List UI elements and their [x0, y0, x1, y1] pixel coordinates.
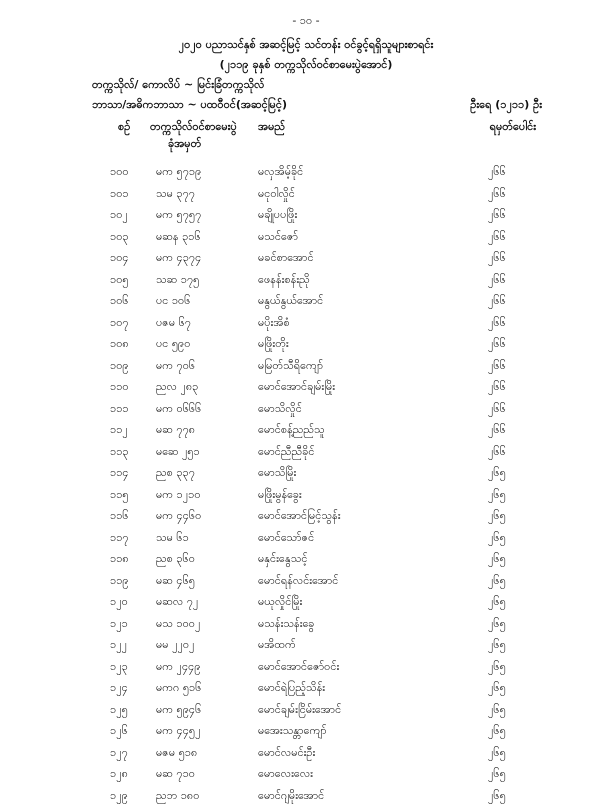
table-row — [0, 574, 612, 596]
row-score: ၂၆၆ — [488, 294, 506, 310]
row-score: ၂၆၆ — [488, 423, 506, 439]
row-name: မောင်သော်ဇင် — [258, 531, 314, 547]
row-name: မဖြိုးတိုး — [258, 337, 289, 353]
row-score: ၂၆၆ — [488, 359, 506, 375]
table-row — [0, 746, 612, 768]
row-reg-number: ပင ၁၀၆ — [156, 294, 190, 310]
row-score: ၂၆၆ — [488, 251, 506, 267]
row-name: မပိုးအိစံ — [258, 316, 290, 332]
row-number: ၁၂၉ — [110, 789, 128, 805]
row-score: ၂၆၆ — [488, 337, 506, 353]
row-name: မောင်အောင်ချမ်းမြိုး — [258, 380, 335, 396]
row-number: ၁၀၉ — [110, 359, 129, 375]
row-reg-number: မဆလ ၇၂ — [156, 595, 198, 611]
row-name: မအိထက် — [258, 638, 296, 654]
row-number: ၁၁၁ — [110, 402, 129, 418]
table-row — [0, 273, 612, 295]
row-reg-number: သဆ ၁၇၅ — [156, 273, 199, 289]
row-reg-number: မက ၄၄၆၀ — [156, 509, 201, 525]
table-row — [0, 488, 612, 510]
row-reg-number: ညလ ၂၈၃ — [156, 380, 198, 396]
row-reg-number: မသ ၁၀၀၂ — [156, 617, 200, 633]
row-name: မောင်ညီညီခိုင် — [258, 445, 314, 461]
row-score: ၂၆၅ — [488, 617, 506, 633]
row-name: မောင်အောင်မြင့်သွန်း — [258, 509, 341, 525]
row-number: ၁၂၃ — [110, 660, 128, 676]
row-name: မယုလှိုင်မြိုး — [258, 595, 302, 611]
row-name: မောင်ဂျမိုးအောင် — [258, 789, 324, 805]
row-name: မဖြိုးမွန်ခွေး — [258, 488, 302, 504]
row-number: ၁၂၀ — [110, 595, 128, 611]
column-header-name: အမည် — [258, 120, 285, 136]
column-header-reg: တက္ကသိုလ်ဝင်စာမေးပွဲ — [150, 120, 237, 136]
row-name: မငုဝါလှိုင် — [258, 187, 295, 203]
row-reg-number: ပင ၅၉၀ — [156, 337, 190, 353]
row-reg-number: မဆန ၃၁၆ — [156, 230, 201, 246]
row-reg-number: မက ၄၃၇၄ — [156, 251, 201, 267]
row-number: ၁၂၂ — [110, 638, 127, 654]
row-reg-number: မဆ ၇၇၈ — [156, 423, 195, 439]
row-score: ၂၆၅ — [488, 746, 506, 762]
row-number: ၁၁၇ — [110, 531, 129, 547]
row-name: မောင်အောင်ဇော်ဝင်း — [258, 660, 339, 676]
row-name: မသင်ဇော် — [258, 230, 298, 246]
row-name: မသန်းသန်းခွေ — [258, 617, 314, 633]
row-number: ၁၂၇ — [110, 746, 128, 762]
row-number: ၁၁၈ — [110, 552, 129, 568]
row-score: ၂၆၅ — [488, 509, 506, 525]
subject-label: ဘာသာ/အဓိကဘာသာ ~ ပထဝီဝင်(အဆင့်မြင့်) — [92, 98, 287, 114]
table-row — [0, 767, 612, 789]
row-score: ၂၆၆ — [488, 316, 506, 332]
row-score: ၂၆၅ — [488, 531, 506, 547]
table-row — [0, 681, 612, 703]
row-reg-number: မက ၅၇၅၇ — [156, 208, 201, 224]
table-row — [0, 638, 612, 660]
table-row — [0, 402, 612, 424]
row-score: ၂၆၅ — [488, 466, 506, 482]
results-table — [0, 165, 612, 810]
row-name: မောင်ရဲပြည့်သိန်း — [258, 681, 325, 697]
row-name: မောသိမြိုး — [258, 466, 296, 482]
row-reg-number: မကဂ ၅၁၆ — [156, 681, 201, 697]
table-row — [0, 724, 612, 746]
row-score: ၂၆၆ — [488, 165, 506, 181]
table-row — [0, 595, 612, 617]
row-number: ၁၂၁ — [110, 617, 128, 633]
row-score: ၂၆၆ — [488, 273, 506, 289]
row-score: ၂၆၅ — [488, 724, 506, 740]
row-reg-number: မက ၄၄၅၂ — [156, 724, 201, 740]
row-score: ၂၆၅ — [488, 595, 506, 611]
row-number: ၁၀၄ — [110, 251, 129, 267]
row-number: ၁၂၅ — [110, 703, 128, 719]
row-score: ၂၆၅ — [488, 574, 506, 590]
table-row — [0, 230, 612, 252]
row-number: ၁၀၀ — [110, 165, 129, 181]
row-name: မောင်လမင်းဦး — [258, 746, 315, 762]
table-row — [0, 617, 612, 639]
row-name: မလှအိမ့်ခိုင် — [258, 165, 303, 181]
row-score: ၂၆၅ — [488, 681, 506, 697]
table-row — [0, 316, 612, 338]
row-reg-number: ညစ ၃၃၇ — [156, 466, 195, 482]
row-score: ၂၆၅ — [488, 488, 506, 504]
row-number: ၁၁၂ — [110, 423, 128, 439]
table-row — [0, 660, 612, 682]
row-number: ၁၂၈ — [110, 767, 128, 783]
row-reg-number: မက ၇၀၆ — [156, 359, 195, 375]
row-reg-number: မက ၅၇၁၉ — [156, 165, 201, 181]
row-name: မောသိလှိုင် — [258, 402, 302, 418]
table-row — [0, 552, 612, 574]
row-name: မအေးသန္တာကျော် — [258, 724, 327, 740]
table-row — [0, 251, 612, 273]
row-name: မနှင်းနွေသင့် — [258, 552, 307, 568]
university-label: တက္ကသိုလ်/ ကောလိပ် ~ မြင်းခြံတက္ကသိုလ် — [92, 78, 612, 94]
row-number: ၁၂၆ — [110, 724, 128, 740]
row-score: ၂၆၅ — [488, 660, 506, 676]
document-subtitle: (၂၁၁၉ ခုနှစ် တက္ကသိုလ်ဝင်စာမေးပွဲအောင်) — [0, 58, 612, 74]
row-name: မောင်ချမ်းငြိမ်းအောင် — [258, 703, 341, 719]
total-count: ဦးရေ (၁၂၁၁) ဦး — [470, 98, 542, 114]
row-number: ၁၀၇ — [110, 316, 129, 332]
row-score: ၂၆၆ — [488, 208, 506, 224]
row-number: ၁၁၄ — [110, 466, 129, 482]
column-header-reg-line2: ခုံအမှတ် — [168, 137, 201, 153]
row-reg-number: ပဇမ ၆၇ — [156, 316, 191, 332]
column-header-no: စဉ် — [118, 120, 130, 136]
row-number: ၁၀၁ — [110, 187, 129, 203]
row-number: ၁၁၀ — [110, 380, 129, 396]
page-number: - ၁၀ - — [0, 14, 612, 30]
row-score: ၂၆၅ — [488, 767, 506, 783]
row-score: ၂၆၅ — [488, 703, 506, 719]
row-score: ၂၆၅ — [488, 789, 506, 805]
row-score: ၂၆၆ — [488, 230, 506, 246]
table-row — [0, 165, 612, 187]
row-name: မချိုပပဖြိုး — [258, 208, 297, 224]
row-reg-number: မက ၀၆၆၆ — [156, 402, 201, 418]
table-row — [0, 359, 612, 381]
row-score: ၂၆၅ — [488, 552, 506, 568]
row-number: ၁၀၂ — [110, 208, 128, 224]
table-row — [0, 187, 612, 209]
table-row — [0, 423, 612, 445]
row-number: ၁၀၃ — [110, 230, 129, 246]
row-reg-number: မမ ၂၂၀၂ — [156, 638, 194, 654]
row-number: ၁၂၄ — [110, 681, 128, 697]
row-reg-number: သမ ၆၁ — [156, 531, 189, 547]
row-reg-number: ညဘ ၁၈၀ — [156, 789, 199, 805]
table-row — [0, 337, 612, 359]
row-number: ၁၀၆ — [110, 294, 129, 310]
row-name: မနွယ်နွယ်အောင် — [258, 294, 323, 310]
row-score: ၂၆၅ — [488, 638, 506, 654]
row-name: မောင်ရန်လင်းအောင် — [258, 574, 338, 590]
row-name: မောင်စန့်ညည်သူ — [258, 423, 325, 439]
row-number: ၁၁၃ — [110, 445, 129, 461]
table-row — [0, 509, 612, 531]
row-reg-number: မက ၅၉၄၆ — [156, 703, 201, 719]
row-number: ၁၁၆ — [110, 509, 129, 525]
row-name: မခင်စာအောင် — [258, 251, 314, 267]
row-reg-number: မက ၁၂၁၀ — [156, 488, 201, 504]
row-reg-number: မက ၂၄၄၉ — [156, 660, 201, 676]
row-reg-number: ညစ ၃၆၀ — [156, 552, 195, 568]
row-number: ၁၁၉ — [110, 574, 129, 590]
row-score: ၂၆၆ — [488, 445, 506, 461]
table-row — [0, 208, 612, 230]
row-score: ၂၆၆ — [488, 380, 506, 396]
row-name: ဖေနန်းစန်းညို — [258, 273, 310, 289]
document-title: ၂၀၂၀ ပညာသင်နှစ် အဆင့်မြင့် သင်တန်း ဝင်ခွင့်ရရှိသူများစာရင်း — [0, 38, 612, 54]
row-number: ၁၁၅ — [110, 488, 129, 504]
column-headers — [0, 120, 612, 156]
column-header-score: ရမှတ်ပေါင်း — [490, 120, 536, 136]
table-row — [0, 445, 612, 467]
row-score: ၂၆၆ — [488, 402, 506, 418]
row-score: ၂၆၆ — [488, 187, 506, 203]
row-name: မောလေးလေး — [258, 767, 313, 783]
row-reg-number: မဆေ ၂၅၁ — [156, 445, 200, 461]
table-row — [0, 466, 612, 488]
table-row — [0, 294, 612, 316]
row-number: ၁၀၈ — [110, 337, 129, 353]
table-row — [0, 380, 612, 402]
row-reg-number: မဆ ၄၆၅ — [156, 574, 195, 590]
table-row — [0, 531, 612, 553]
row-reg-number: သမ ၃၇၇ — [156, 187, 195, 203]
row-number: ၁၀၅ — [110, 273, 129, 289]
row-reg-number: မဆ ၇၁၀ — [156, 767, 195, 783]
table-row — [0, 703, 612, 725]
row-reg-number: မဇမ ၅၁၈ — [156, 746, 197, 762]
row-name: မမြတ်သီရိကျော် — [258, 359, 323, 375]
